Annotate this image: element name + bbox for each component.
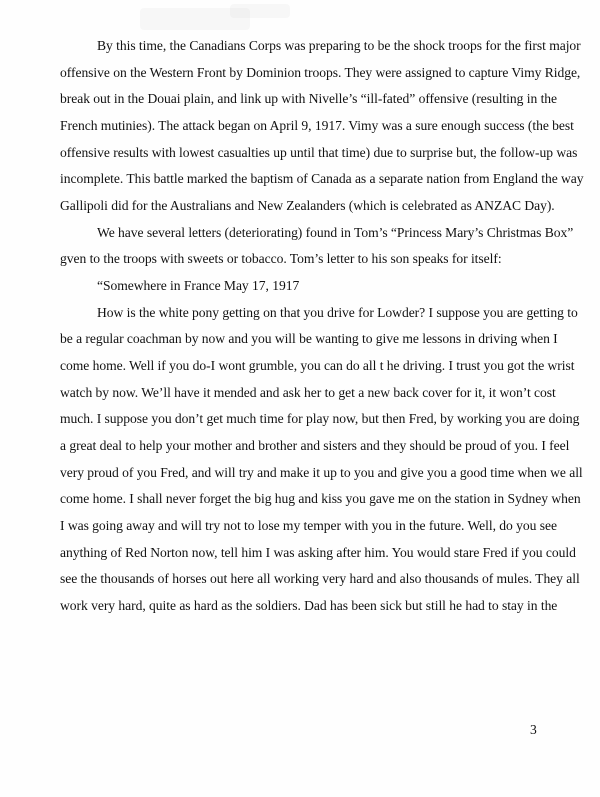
text-line: By this time, the Canadians Corps was preparing to be the shock troops for the first major (97, 38, 581, 53)
paper-bleed-through (230, 4, 290, 18)
text-line: offensive on the Western Front by Dominion troops. They were assigned to capture Vimy Ridge, (60, 65, 581, 80)
text-line: very proud of you Fred, and will try and make it up to you and give you a good time when we all (60, 465, 583, 480)
text-line: be a regular coachman by now and you will be wanting to give me lessons in driving when I (60, 331, 558, 346)
text-line: Gallipoli did for the Australians and New Zealanders (which is celebrated as ANZAC Day). (60, 198, 555, 213)
text-line: French mutinies). The attack began on April 9, 1917. Vimy was a sure enough success (the best (60, 118, 574, 133)
text-line: incomplete. This battle marked the baptism of Canada as a separate nation from England the way (60, 171, 584, 186)
text-line: see the thousands of horses out here all working very hard and also thousands of mules. They all (60, 571, 580, 586)
text-line: a great deal to help your mother and brother and sisters and they should be proud of you. I feel (60, 438, 570, 453)
text-line: “Somewhere in France May 17, 1917 (97, 278, 300, 293)
text-line: come home. I shall never forget the big hug and kiss you gave me on the station in Sydney when (60, 491, 581, 506)
text-line: We have several letters (deteriorating) found in Tom’s “Princess Mary’s Christmas Box” (97, 225, 574, 240)
text-line: I was going away and will try not to lose my temper with you in the future. Well, do you see (60, 518, 557, 533)
text-line: gven to the troops with sweets or tobacco. Tom’s letter to his son speaks for itself: (60, 251, 502, 266)
text-line: watch by now. We’ll have it mended and ask her to get a new back cover for it, it won’t cost (60, 385, 556, 400)
text-line: work very hard, quite as hard as the soldiers. Dad has been sick but still he had to stay in the (60, 598, 558, 613)
text-line: break out in the Douai plain, and link up with Nivelle’s “ill-fated” offensive (resulting in the (60, 91, 558, 106)
text-line: anything of Red Norton now, tell him I was asking after him. You would stare Fred if you could (60, 545, 576, 560)
text-line: much. I suppose you don’t get much time for play now, but then Fred, by working you are doing (60, 411, 580, 426)
text-line: come home. Well if you do-I wont grumble, you can do all t he driving. I trust you got the wrist (60, 358, 575, 373)
page-number: 3 (530, 722, 537, 737)
text-line: offensive results with lowest casualties up until that time) due to surprise but, the follow-up was (60, 145, 578, 160)
text-line: How is the white pony getting on that you drive for Lowder? I suppose you are getting to (97, 305, 578, 320)
